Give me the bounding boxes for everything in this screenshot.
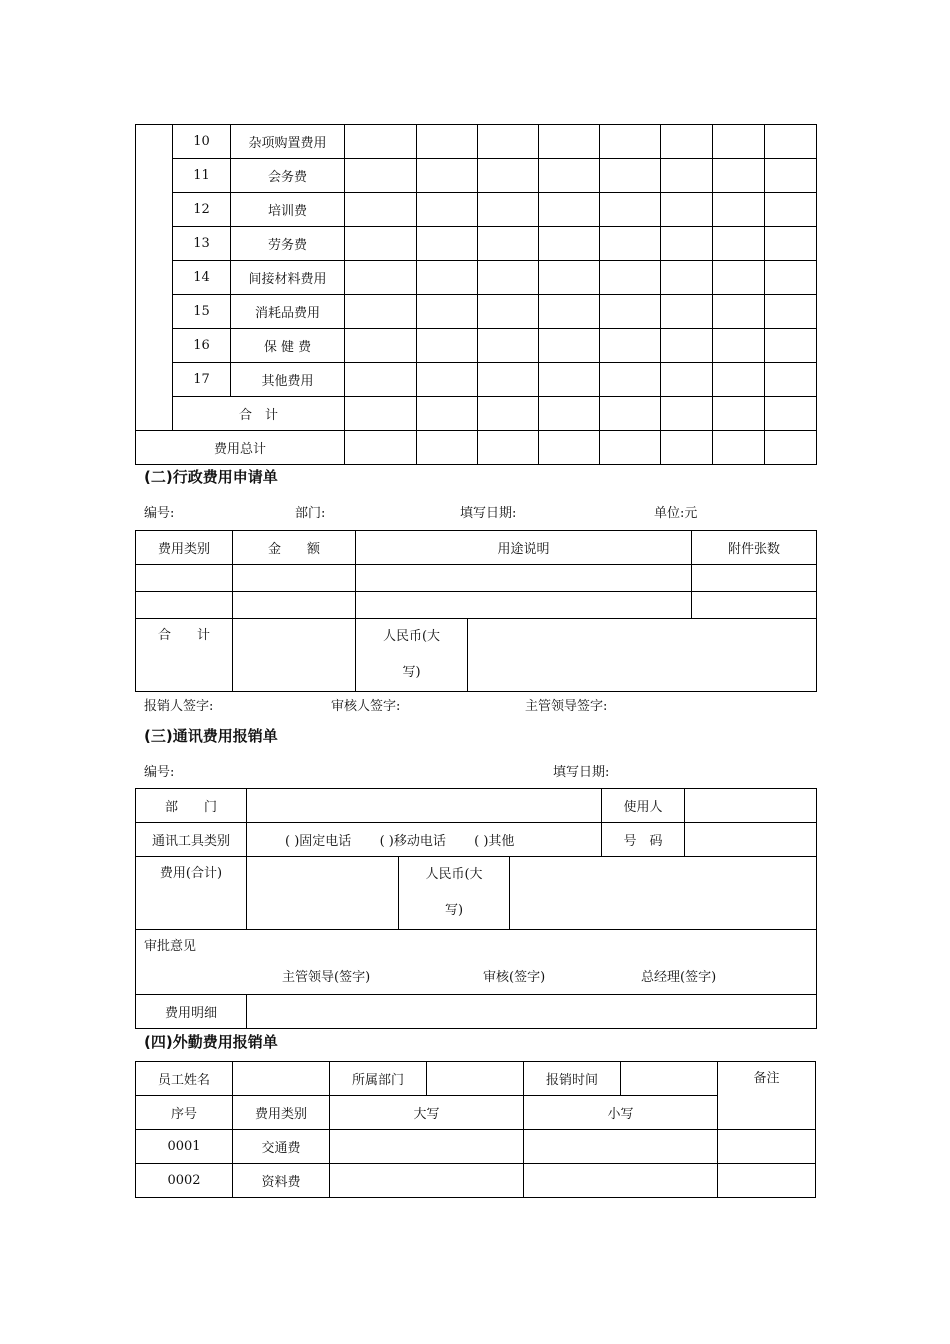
table-row [136, 193, 817, 227]
input-cell[interactable] [417, 329, 478, 363]
employee-name-label: 员工姓名 [136, 1062, 233, 1096]
table-row [136, 592, 817, 619]
fee-total-input[interactable] [247, 857, 399, 930]
input-cell[interactable] [136, 592, 233, 619]
input-cell[interactable] [713, 329, 765, 363]
row-label: 会务费 [231, 159, 345, 193]
department-row [136, 789, 817, 823]
input-cell[interactable] [600, 159, 661, 193]
input-cell[interactable] [661, 329, 713, 363]
input-cell[interactable] [478, 397, 539, 431]
input-cell[interactable] [330, 1130, 524, 1164]
department-label: 部门: [295, 506, 326, 521]
expense-summary-table [135, 124, 817, 465]
input-cell[interactable] [600, 227, 661, 261]
input-cell[interactable] [417, 397, 478, 431]
lowercase-amount-header: 小写 [524, 1096, 718, 1130]
reviewer-signature-label: 审核人签字: [331, 699, 401, 714]
input-cell[interactable] [713, 261, 765, 295]
number-label: 编号: [144, 506, 175, 521]
phone-number-label: 号 码 [602, 823, 685, 857]
supervisor-signature-label: 主管领导(签字) [282, 970, 371, 985]
number-label: 编号: [144, 765, 175, 780]
fee-detail-input[interactable] [247, 995, 817, 1029]
input-cell[interactable] [765, 295, 817, 329]
input-cell[interactable] [478, 261, 539, 295]
field-expense-table [135, 1061, 816, 1198]
input-cell[interactable] [345, 125, 417, 159]
input-cell[interactable] [417, 159, 478, 193]
total-amount-input[interactable] [233, 619, 356, 692]
claim-time-label: 报销时间 [524, 1062, 621, 1096]
input-cell[interactable] [539, 397, 600, 431]
option-fixed-phone[interactable]: ( )固定电话 [285, 834, 352, 849]
table-row [136, 295, 817, 329]
input-cell[interactable] [713, 125, 765, 159]
input-cell[interactable] [345, 295, 417, 329]
input-cell[interactable] [345, 159, 417, 193]
admin-expense-table [135, 530, 817, 692]
input-cell[interactable] [417, 193, 478, 227]
fill-date-label: 填写日期: [460, 506, 517, 521]
input-cell[interactable] [539, 329, 600, 363]
row-label: 保 健 费 [231, 329, 345, 363]
input-cell[interactable] [765, 329, 817, 363]
input-cell[interactable] [718, 1164, 816, 1198]
expense-type-header: 费用类别 [136, 531, 233, 565]
header-row [136, 531, 817, 565]
row-label: 间接材料费用 [231, 261, 345, 295]
input-cell[interactable] [524, 1130, 718, 1164]
input-cell[interactable] [330, 1164, 524, 1198]
input-cell[interactable] [345, 397, 417, 431]
department-input[interactable] [247, 789, 602, 823]
input-cell[interactable] [417, 261, 478, 295]
row-type: 资料费 [233, 1164, 330, 1198]
phone-number-input[interactable] [685, 823, 817, 857]
input-cell[interactable] [600, 397, 661, 431]
supervisor-signature-label: 主管领导签字: [525, 699, 608, 714]
input-cell[interactable] [539, 227, 600, 261]
input-cell[interactable] [661, 193, 713, 227]
table-row [136, 1164, 816, 1198]
input-cell[interactable] [539, 125, 600, 159]
input-cell[interactable] [713, 363, 765, 397]
input-cell[interactable] [718, 1130, 816, 1164]
rmb-uppercase-label [356, 619, 468, 692]
input-cell[interactable] [713, 193, 765, 227]
option-mobile-phone[interactable]: ( )移动电话 [379, 834, 446, 849]
gm-signature-label: 总经理(签字) [641, 970, 717, 985]
input-cell[interactable] [478, 363, 539, 397]
input-cell[interactable] [345, 363, 417, 397]
table-row [136, 159, 817, 193]
user-input[interactable] [685, 789, 817, 823]
input-cell[interactable] [600, 261, 661, 295]
input-cell[interactable] [765, 431, 817, 465]
input-cell[interactable] [345, 329, 417, 363]
user-label: 使用人 [602, 789, 685, 823]
input-cell[interactable] [478, 329, 539, 363]
row-label: 杂项购置费用 [231, 125, 345, 159]
input-cell[interactable] [478, 125, 539, 159]
unit-label: 单位:元 [654, 506, 698, 521]
input-cell[interactable] [713, 159, 765, 193]
rmb-line-2: 写) [402, 665, 421, 680]
input-cell[interactable] [478, 193, 539, 227]
table-row [136, 1130, 816, 1164]
tool-type-row [136, 823, 817, 857]
row-label: 消耗品费用 [231, 295, 345, 329]
input-cell[interactable] [713, 397, 765, 431]
input-cell[interactable] [539, 363, 600, 397]
telecom-form-title: (三)通讯费用报销单 [144, 727, 278, 745]
input-cell[interactable] [600, 363, 661, 397]
input-cell[interactable] [136, 565, 233, 592]
input-cell[interactable] [661, 431, 713, 465]
tool-type-options [247, 823, 602, 857]
rmb-line-1: 人民币(大 [382, 629, 441, 644]
employee-name-input[interactable] [233, 1062, 330, 1096]
row-number: 14 [173, 261, 231, 295]
uppercase-amount-header: 大写 [330, 1096, 524, 1130]
input-cell[interactable] [661, 125, 713, 159]
input-cell[interactable] [765, 363, 817, 397]
department-input[interactable] [427, 1062, 524, 1096]
seq-header: 序号 [136, 1096, 233, 1130]
input-cell[interactable] [417, 431, 478, 465]
input-cell[interactable] [765, 397, 817, 431]
input-cell[interactable] [661, 261, 713, 295]
input-cell[interactable] [478, 295, 539, 329]
claimant-signature-label: 报销人签字: [144, 699, 214, 714]
row-label: 培训费 [231, 193, 345, 227]
input-cell[interactable] [345, 431, 417, 465]
input-cell[interactable] [692, 592, 817, 619]
department-label: 所属部门 [330, 1062, 427, 1096]
fill-date-label: 填写日期: [553, 765, 610, 780]
total-label: 合 计 [136, 619, 233, 692]
table-row [136, 363, 817, 397]
input-cell[interactable] [417, 363, 478, 397]
category-merged-cell [136, 125, 173, 431]
table-row [136, 125, 817, 159]
input-cell[interactable] [478, 431, 539, 465]
total-label: 费用总计 [136, 431, 345, 465]
row-number: 16 [173, 329, 231, 363]
input-cell[interactable] [345, 261, 417, 295]
approval-row [136, 930, 817, 995]
review-signature-label: 审核(签字) [483, 970, 546, 985]
header-row [136, 1062, 816, 1096]
total-row [136, 619, 817, 692]
input-cell[interactable] [417, 227, 478, 261]
tool-type-label: 通讯工具类别 [136, 823, 247, 857]
row-number: 11 [173, 159, 231, 193]
amount-header: 金 额 [233, 531, 356, 565]
input-cell[interactable] [345, 193, 417, 227]
input-cell[interactable] [600, 125, 661, 159]
approval-label: 审批意见 [144, 939, 197, 954]
input-cell[interactable] [661, 363, 713, 397]
column-header-row [136, 1096, 816, 1130]
input-cell[interactable] [233, 592, 356, 619]
fee-row [136, 857, 817, 930]
purpose-header: 用途说明 [356, 531, 692, 565]
input-cell[interactable] [661, 227, 713, 261]
rmb-line-1: 人民币(大 [425, 867, 483, 882]
row-label: 其他费用 [231, 363, 345, 397]
attachments-header: 附件张数 [692, 531, 817, 565]
row-number: 15 [173, 295, 231, 329]
option-other[interactable]: ( )其他 [474, 834, 515, 849]
input-cell[interactable] [356, 592, 692, 619]
table-row [136, 565, 817, 592]
row-label: 劳务费 [231, 227, 345, 261]
row-number: 0002 [136, 1164, 233, 1198]
input-cell[interactable] [713, 431, 765, 465]
input-cell[interactable] [765, 193, 817, 227]
table-row [136, 261, 817, 295]
department-label: 部 门 [136, 789, 247, 823]
subtotal-label: 合 计 [173, 397, 345, 431]
input-cell[interactable] [539, 261, 600, 295]
input-cell[interactable] [713, 295, 765, 329]
input-cell[interactable] [661, 397, 713, 431]
rmb-line-2: 写) [444, 903, 464, 918]
fee-detail-label: 费用明细 [136, 995, 247, 1029]
input-cell[interactable] [600, 193, 661, 227]
input-cell[interactable] [600, 329, 661, 363]
telecom-expense-table [135, 788, 817, 1029]
row-number: 17 [173, 363, 231, 397]
input-cell[interactable] [524, 1164, 718, 1198]
expense-type-header: 费用类别 [233, 1096, 330, 1130]
subtotal-row [136, 397, 817, 431]
input-cell[interactable] [661, 295, 713, 329]
row-number: 0001 [136, 1130, 233, 1164]
input-cell[interactable] [478, 159, 539, 193]
input-cell[interactable] [765, 125, 817, 159]
input-cell[interactable] [692, 565, 817, 592]
row-number: 13 [173, 227, 231, 261]
input-cell[interactable] [417, 125, 478, 159]
input-cell[interactable] [356, 565, 692, 592]
table-row [136, 329, 817, 363]
input-cell[interactable] [765, 227, 817, 261]
admin-expense-form-title: (二)行政费用申请单 [144, 468, 278, 486]
input-cell[interactable] [539, 193, 600, 227]
input-cell[interactable] [539, 431, 600, 465]
fee-total-label: 费用(合计) [136, 857, 247, 930]
detail-row [136, 995, 817, 1029]
input-cell[interactable] [233, 565, 356, 592]
field-expense-form-title: (四)外勤费用报销单 [144, 1033, 278, 1051]
approval-cell [136, 930, 817, 995]
input-cell[interactable] [478, 227, 539, 261]
rmb-uppercase-label [399, 857, 510, 930]
input-cell[interactable] [600, 431, 661, 465]
input-cell[interactable] [661, 159, 713, 193]
table-row [136, 227, 817, 261]
input-cell[interactable] [600, 295, 661, 329]
row-number: 12 [173, 193, 231, 227]
total-row [136, 431, 817, 465]
input-cell[interactable] [713, 227, 765, 261]
row-type: 交通费 [233, 1130, 330, 1164]
input-cell[interactable] [539, 159, 600, 193]
input-cell[interactable] [539, 295, 600, 329]
input-cell[interactable] [417, 295, 478, 329]
claim-time-input[interactable] [621, 1062, 718, 1096]
rmb-uppercase-input[interactable] [510, 857, 817, 930]
remark-label: 备注 [718, 1062, 816, 1130]
input-cell[interactable] [345, 227, 417, 261]
row-number: 10 [173, 125, 231, 159]
input-cell[interactable] [765, 261, 817, 295]
input-cell[interactable] [765, 159, 817, 193]
rmb-uppercase-input[interactable] [468, 619, 817, 692]
